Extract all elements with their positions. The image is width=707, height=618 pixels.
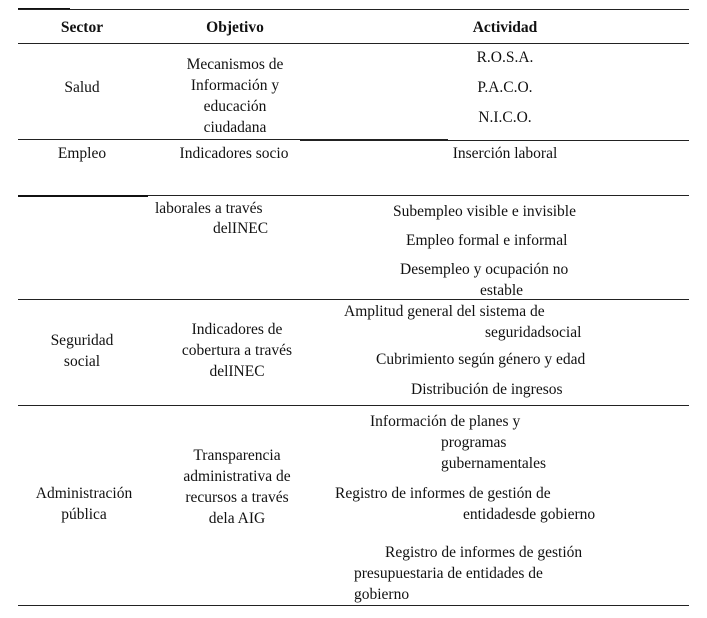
sector-admin-line2: pública bbox=[61, 506, 107, 523]
seguridad-bottom-rule bbox=[18, 405, 689, 406]
sector-salud: Salud bbox=[64, 79, 100, 96]
sector-admin-line1: Administración bbox=[35, 485, 133, 502]
objetivo-admin-line2: administrativa de bbox=[183, 468, 291, 485]
objetivo-admin-line4: dela AIG bbox=[208, 510, 266, 527]
header-sector: Sector bbox=[60, 19, 104, 36]
actividad-distribucion: Distribución de ingresos bbox=[411, 381, 563, 398]
table-bottom-rule bbox=[18, 605, 689, 606]
header-objetivo: Objetivo bbox=[206, 19, 264, 36]
actividad-desempleo-line2: estable bbox=[480, 282, 524, 299]
objetivo-seguridad-line1: Indicadores de bbox=[191, 321, 283, 338]
actividad-registro-line2: entidadesde gobierno bbox=[463, 506, 596, 523]
actividad-paco: P.A.C.O. bbox=[477, 79, 533, 96]
actividad-presupuestaria-line2: presupuestaria de entidades de bbox=[354, 565, 543, 582]
actividad-empleo-formal: Empleo formal e informal bbox=[406, 232, 568, 249]
actividad-registro-line1: Registro de informes de gestión de bbox=[335, 485, 551, 502]
actividad-rosa: R.O.S.A. bbox=[476, 49, 534, 66]
actividad-informacion-line3: gubernamentales bbox=[441, 455, 547, 472]
actividad-insercion-laboral: Inserción laboral bbox=[452, 145, 558, 162]
header-bottom-rule bbox=[18, 43, 689, 44]
objetivo-empleo-line3: delINEC bbox=[213, 220, 269, 237]
actividad-amplitud-line1: Amplitud general del sistema de bbox=[344, 303, 545, 320]
salud-bottom-rule-right bbox=[300, 140, 689, 141]
actividad-cubrimiento: Cubrimiento según género y edad bbox=[376, 351, 586, 368]
actividad-presupuestaria-line1: Registro de informes de gestión bbox=[385, 544, 583, 561]
objetivo-salud-line1: Mecanismos de bbox=[186, 56, 284, 73]
actividad-nico: N.I.C.O. bbox=[478, 109, 532, 126]
objetivo-admin-line3: recursos a través bbox=[185, 489, 289, 506]
actividad-presupuestaria-line3: gobierno bbox=[354, 586, 410, 603]
sector-empleo: Empleo bbox=[57, 145, 107, 162]
header-actividad: Actividad bbox=[472, 19, 538, 36]
actividad-subempleo: Subempleo visible e invisible bbox=[393, 203, 576, 220]
objetivo-salud-line4: ciudadana bbox=[203, 119, 267, 136]
objetivo-empleo-line2: laborales a través bbox=[155, 200, 263, 217]
table-top-rule bbox=[18, 9, 689, 10]
actividad-desempleo-line1: Desempleo y ocupación no bbox=[400, 261, 569, 278]
empleo-split-rule-short bbox=[18, 195, 148, 197]
objetivo-empleo-line1: Indicadores socio bbox=[179, 145, 289, 162]
actividad-informacion-line2: programas bbox=[441, 434, 507, 451]
actividad-amplitud-line2: seguridadsocial bbox=[485, 324, 582, 341]
objetivo-salud-line2: Información y bbox=[190, 77, 280, 94]
sector-seguridad-line1: Seguridad bbox=[50, 332, 114, 349]
objetivo-seguridad-line3: delINEC bbox=[209, 363, 265, 380]
actividad-informacion-line1: Información de planes y bbox=[370, 413, 521, 430]
objetivo-admin-line1: Transparencia bbox=[193, 447, 281, 464]
objetivo-salud-line3: educación bbox=[203, 98, 267, 115]
sector-seguridad-line2: social bbox=[63, 353, 101, 370]
objetivo-seguridad-line2: cobertura a través bbox=[181, 342, 293, 359]
empleo-bottom-rule bbox=[18, 299, 689, 300]
